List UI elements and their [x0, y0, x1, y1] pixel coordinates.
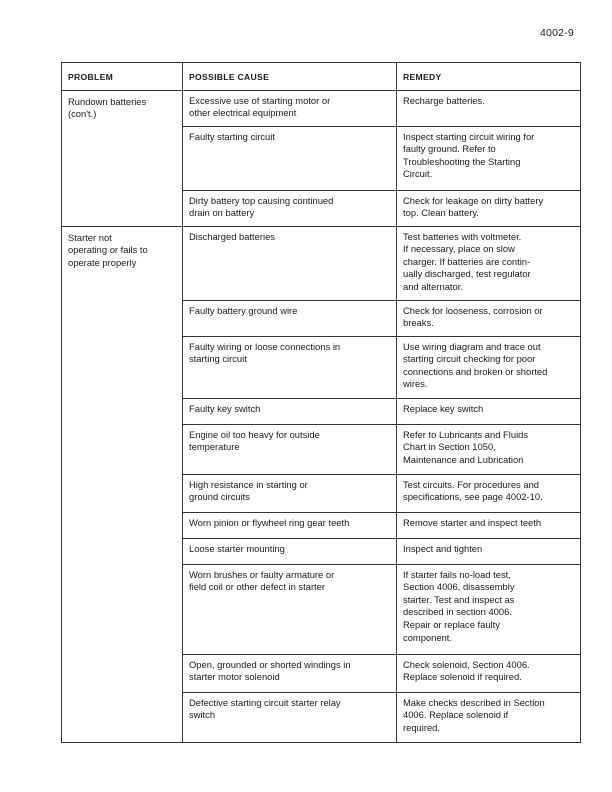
- remedy-cell: Make checks described in Section 4006. Replace solenoid if required.: [397, 692, 581, 742]
- remedy-cell: Check solenoid, Section 4006. Replace solenoid if required.: [397, 654, 581, 692]
- cause-cell: Loose starter mounting: [183, 538, 397, 564]
- remedy-cell: Use wiring diagram and trace out starting circuit checking for poor connections and broken or shorted wires.: [397, 336, 581, 398]
- cause-cell: Dirty battery top causing continued drain on battery: [183, 190, 397, 226]
- header-remedy: REMEDY: [397, 63, 581, 91]
- cause-cell: Faulty key switch: [183, 398, 397, 424]
- table-body: [62, 90, 581, 742]
- cause-cell: Open, grounded or shorted windings in starter motor solenoid: [183, 654, 397, 692]
- problem-cell: Starter not operating or fails to operate properly: [62, 226, 183, 742]
- remedy-cell: If starter fails no-load test, Section 4006, disassembly starter. Test and inspect as described in section 4006. Repair or replace faulty component.: [397, 564, 581, 654]
- cause-cell: Faulty starting circuit: [183, 126, 397, 190]
- cause-cell: Engine oil too heavy for outside temperature: [183, 424, 397, 474]
- remedy-cell: Check for leakage on dirty battery top. Clean battery.: [397, 190, 581, 226]
- cause-cell: Discharged batteries: [183, 226, 397, 300]
- remedy-cell: Test batteries with voltmeter. If necessary, place on slow charger. If batteries are contin- ually discharged, test regulator and alternator.: [397, 226, 581, 300]
- remedy-cell: Refer to Lubricants and Fluids Chart in Section 1050, Maintenance and Lubrication: [397, 424, 581, 474]
- cause-cell: Faulty battery ground wire: [183, 300, 397, 336]
- table-row: [62, 90, 581, 126]
- remedy-cell: Replace key switch: [397, 398, 581, 424]
- table-row: [62, 226, 581, 300]
- header-problem: PROBLEM: [62, 63, 183, 91]
- cause-cell: High resistance in starting or ground circuits: [183, 474, 397, 512]
- remedy-cell: Inspect and tighten: [397, 538, 581, 564]
- cause-cell: Excessive use of starting motor or other electrical equipment: [183, 90, 397, 126]
- header-possible-cause: POSSIBLE CAUSE: [183, 63, 397, 91]
- remedy-cell: Test circuits. For procedures and specifications, see page 4002-10.: [397, 474, 581, 512]
- page-number: 4002-9: [540, 27, 574, 39]
- cause-cell: Faulty wiring or loose connections in starting circuit: [183, 336, 397, 398]
- remedy-cell: Check for looseness, corrosion or breaks.: [397, 300, 581, 336]
- cause-cell: Defective starting circuit starter relay switch: [183, 692, 397, 742]
- cause-cell: Worn brushes or faulty armature or field coil or other defect in starter: [183, 564, 397, 654]
- header-row: [62, 63, 581, 91]
- problem-cell: Rundown batteries (con't.): [62, 90, 183, 226]
- cause-cell: Worn pinion or flywheel ring gear teeth: [183, 512, 397, 538]
- table-header: [62, 63, 581, 91]
- remedy-cell: Inspect starting circuit wiring for faulty ground. Refer to Troubleshooting the Starting Circuit.: [397, 126, 581, 190]
- remedy-cell: Remove starter and inspect teeth: [397, 512, 581, 538]
- troubleshooting-table: [61, 62, 581, 743]
- remedy-cell: Recharge batteries.: [397, 90, 581, 126]
